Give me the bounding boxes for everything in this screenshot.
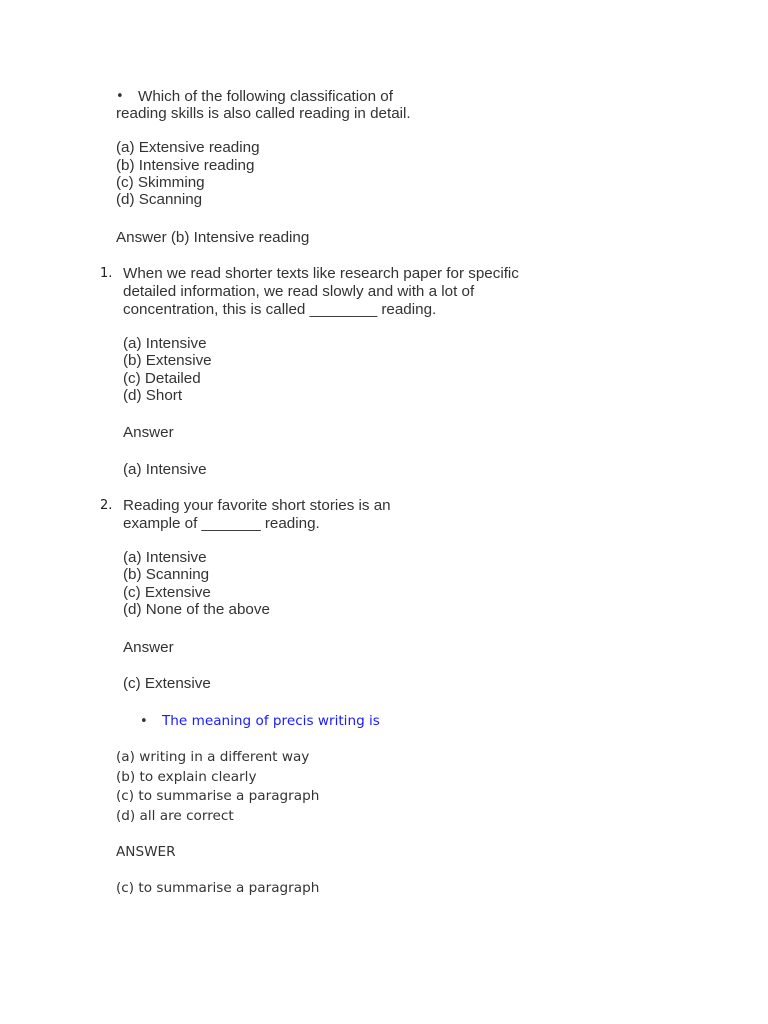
answer-text: (c) to summarise a paragraph xyxy=(116,880,320,896)
option-a: (a) Intensive xyxy=(123,335,207,352)
option-c: (c) to summarise a paragraph xyxy=(116,788,320,804)
question-1-line-3: concentration, this is called ________ reading. xyxy=(123,301,437,318)
option-c: (c) Detailed xyxy=(123,370,201,387)
question-1-line-1: When we read shorter texts like research paper for specific xyxy=(123,265,519,282)
option-b: (b) Scanning xyxy=(123,566,210,583)
answer-label: Answer xyxy=(123,639,174,656)
bullet-marker: • xyxy=(116,89,124,104)
option-b: (b) Intensive reading xyxy=(116,157,255,174)
bullet-marker: • xyxy=(140,714,148,729)
option-a: (a) Extensive reading xyxy=(116,139,260,156)
list-number: 2. xyxy=(100,498,113,513)
option-c: (c) Skimming xyxy=(116,174,205,191)
option-d: (d) None of the above xyxy=(123,601,270,618)
option-a: (a) writing in a different way xyxy=(116,749,310,765)
option-c: (c) Extensive xyxy=(123,584,211,601)
answer-text: Answer (b) Intensive reading xyxy=(116,229,310,246)
question-1-line-2: detailed information, we read slowly and with a lot of xyxy=(123,283,475,300)
question-0-line-1: Which of the following classification of xyxy=(138,88,393,105)
list-number: 1. xyxy=(100,266,113,281)
answer-text: (a) Intensive xyxy=(123,461,207,478)
option-b: (b) Extensive xyxy=(123,352,212,369)
question-3-text: The meaning of precis writing is xyxy=(162,713,380,729)
option-b: (b) to explain clearly xyxy=(116,769,257,785)
question-2-line-2: example of _______ reading. xyxy=(123,515,320,532)
option-d: (d) all are correct xyxy=(116,808,234,824)
answer-label: ANSWER xyxy=(116,844,176,860)
option-a: (a) Intensive xyxy=(123,549,207,566)
option-d: (d) Scanning xyxy=(116,191,203,208)
answer-text: (c) Extensive xyxy=(123,675,211,692)
question-2-line-1: Reading your favorite short stories is an xyxy=(123,497,391,514)
option-d: (d) Short xyxy=(123,387,183,404)
answer-label: Answer xyxy=(123,424,174,441)
question-0-line-2: reading skills is also called reading in detail. xyxy=(116,105,411,122)
